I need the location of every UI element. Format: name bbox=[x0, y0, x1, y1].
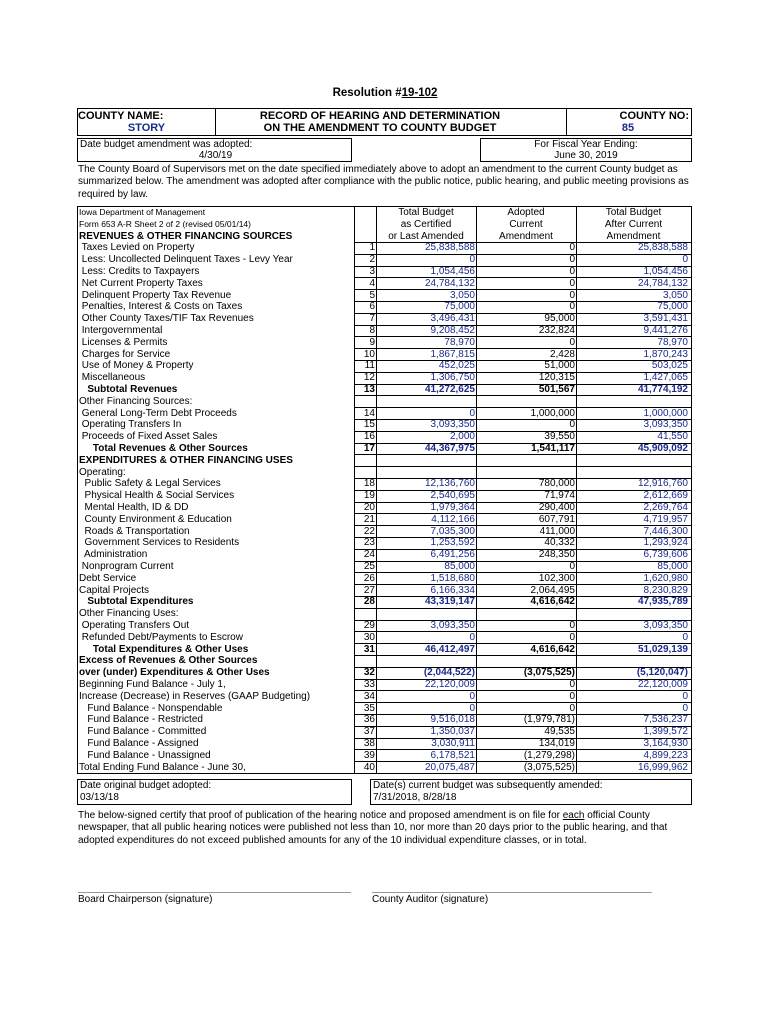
row-adopted-amendment: (3,075,525) bbox=[523, 761, 575, 773]
row-adopted-amendment: 39,550 bbox=[544, 431, 575, 443]
table-row bbox=[78, 490, 691, 502]
row-total-budget-after: 45,909,092 bbox=[637, 443, 688, 454]
table-row bbox=[78, 242, 691, 254]
row-line-number: 9 bbox=[369, 336, 375, 348]
row-label: Penalties, Interest & Costs on Taxes bbox=[79, 301, 243, 313]
county-name-value: STORY bbox=[127, 122, 166, 134]
row-label: Mental Health, ID & DD bbox=[79, 502, 189, 513]
certification-paragraph bbox=[78, 810, 693, 847]
row-total-budget-certified: 6,178,521 bbox=[430, 749, 475, 761]
row-label: Operating: bbox=[79, 466, 126, 478]
row-total-budget-after: 1,000,000 bbox=[643, 407, 688, 419]
row-label: Total Revenues & Other Sources bbox=[79, 443, 248, 454]
row-line-number: 37 bbox=[363, 726, 375, 738]
row-adopted-amendment: 71,974 bbox=[544, 490, 575, 502]
row-adopted-amendment: 0 bbox=[569, 289, 575, 301]
row-total-budget-certified: 3,030,911 bbox=[431, 738, 475, 749]
row-total-budget-after: 503,025 bbox=[651, 360, 688, 372]
table-row bbox=[78, 290, 691, 302]
row-total-budget-after: 2,612,669 bbox=[643, 490, 688, 502]
row-line-number: 14 bbox=[363, 407, 375, 419]
row-label: Beginning Fund Balance - July 1, bbox=[79, 679, 226, 690]
row-line-number: 20 bbox=[363, 502, 375, 513]
table-row bbox=[78, 762, 691, 774]
row-label: County Environment & Education bbox=[79, 513, 232, 525]
row-total-budget-certified: 6,166,334 bbox=[430, 584, 475, 596]
row-label: Operating Transfers Out bbox=[79, 620, 190, 631]
row-adopted-amendment: 0 bbox=[569, 690, 575, 702]
row-label: Fund Balance - Restricted bbox=[79, 714, 203, 726]
table-row bbox=[78, 549, 691, 561]
row-label: Excess of Revenues & Other Sources bbox=[79, 655, 258, 667]
row-total-budget-certified: 25,838,588 bbox=[424, 242, 475, 254]
row-total-budget-certified: 3,093,350 bbox=[430, 419, 475, 431]
row-total-budget-after: 7,536,237 bbox=[643, 714, 688, 726]
row-label: Fund Balance - Unassigned bbox=[79, 749, 211, 761]
table-row bbox=[78, 349, 691, 361]
col-header-certified-line: as Certified bbox=[400, 218, 452, 230]
table-row bbox=[78, 596, 691, 608]
row-adopted-amendment: 0 bbox=[569, 702, 575, 714]
row-line-number: 6 bbox=[369, 301, 375, 313]
certification-text: The below-signed certify that proof of publication of the hearing notice and proposed amendment is on file for bbox=[78, 810, 563, 821]
row-total-budget-after: 1,054,456 bbox=[643, 266, 688, 277]
chair-signature-line[interactable] bbox=[78, 892, 351, 893]
row-total-budget-certified: 0 bbox=[469, 690, 475, 702]
table-row bbox=[78, 408, 691, 420]
table-row bbox=[78, 703, 691, 715]
fiscal-year-value: June 30, 2019 bbox=[554, 150, 618, 161]
table-row bbox=[78, 396, 691, 408]
row-adopted-amendment: 0 bbox=[569, 419, 575, 431]
county-no-label: COUNTY NO: bbox=[619, 110, 689, 122]
row-adopted-amendment: 4,616,642 bbox=[530, 596, 575, 608]
row-label: Roads & Transportation bbox=[79, 525, 190, 537]
row-label: Proceeds of Fixed Asset Sales bbox=[79, 431, 218, 443]
table-row bbox=[78, 726, 691, 738]
row-divider bbox=[354, 773, 691, 774]
row-label: Delinquent Property Tax Revenue bbox=[79, 289, 232, 301]
form-title bbox=[215, 109, 545, 136]
row-label: Refunded Debt/Payments to Escrow bbox=[79, 631, 243, 643]
row-total-budget-certified: 46,412,497 bbox=[424, 643, 475, 655]
row-label: Other Financing Uses: bbox=[79, 608, 179, 620]
resolution-prefix: Resolution # bbox=[332, 87, 402, 99]
chair-signature-label: Board Chairperson (signature) bbox=[78, 894, 213, 905]
row-adopted-amendment: (1,979,781) bbox=[523, 714, 575, 726]
col-header-after-line: Amendment bbox=[606, 230, 661, 242]
row-label: Miscellaneous bbox=[79, 372, 146, 384]
table-row bbox=[78, 313, 691, 325]
row-line-number: 23 bbox=[363, 537, 375, 549]
row-total-budget-certified: 22,120,009 bbox=[424, 679, 475, 690]
table-row bbox=[78, 644, 691, 656]
row-total-budget-after: 24,784,132 bbox=[637, 277, 688, 289]
row-label: Intergovernmental bbox=[79, 325, 163, 336]
form-title-line-2: ON THE AMENDMENT TO COUNTY BUDGET bbox=[263, 122, 497, 134]
table-row bbox=[78, 266, 691, 278]
original-budget-date-value: 03/13/18 bbox=[80, 792, 119, 803]
row-adopted-amendment: 0 bbox=[569, 336, 575, 348]
table-row bbox=[78, 514, 691, 526]
row-line-number: 21 bbox=[363, 513, 375, 525]
row-line-number: 30 bbox=[363, 631, 375, 643]
table-row bbox=[78, 691, 691, 703]
row-line-number: 36 bbox=[363, 714, 375, 726]
row-label: Other Financing Sources: bbox=[79, 395, 193, 407]
row-adopted-amendment: 2,428 bbox=[549, 348, 575, 360]
row-total-budget-after: 0 bbox=[682, 702, 688, 714]
row-label: General Long-Term Debt Proceeds bbox=[79, 407, 237, 419]
table-row bbox=[78, 585, 691, 597]
table-row bbox=[78, 419, 691, 431]
row-label: Total Expenditures & Other Uses bbox=[79, 643, 249, 655]
table-row bbox=[78, 573, 691, 585]
row-label: Capital Projects bbox=[79, 584, 150, 596]
row-label: Subtotal Expenditures bbox=[79, 596, 194, 608]
row-adopted-amendment: 2,064,495 bbox=[530, 584, 575, 596]
row-line-number: 29 bbox=[363, 620, 375, 631]
row-label: REVENUES & OTHER FINANCING SOURCES bbox=[79, 230, 293, 242]
row-total-budget-after: 12,916,760 bbox=[637, 478, 688, 490]
county-name-label: COUNTY NAME: bbox=[78, 110, 164, 122]
table-row bbox=[78, 443, 691, 455]
row-line-number: 33 bbox=[363, 679, 375, 690]
intro-paragraph: The County Board of Supervisors met on the date specified immediately above to adopt an amendment to the current County budget as summarized below. The amendment was adopted after compliance with the public notice, public hearing, and public meeting provisions as required by law. bbox=[78, 164, 689, 200]
certification-text: official County newspaper, that all public hearing notices were published not less than 10, nor more than 20 days prior to the public hearing, and that adopted expenditures do not exceed published amounts for any of the 10 individual expenditure classes, or in total. bbox=[78, 810, 668, 846]
row-label: Use of Money & Property bbox=[79, 360, 194, 372]
row-adopted-amendment: 290,400 bbox=[538, 502, 575, 513]
amended-dates-label: Date(s) current budget was subsequently amended: bbox=[373, 780, 603, 791]
row-adopted-amendment: 95,000 bbox=[544, 313, 575, 325]
resolution-heading bbox=[0, 87, 770, 99]
col-header-after-line: Total Budget bbox=[605, 207, 662, 218]
table-row bbox=[78, 750, 691, 762]
row-total-budget-certified: 6,491,256 bbox=[430, 549, 475, 561]
row-adopted-amendment: 0 bbox=[569, 631, 575, 643]
row-total-budget-certified: 24,784,132 bbox=[424, 277, 475, 289]
row-total-budget-after: 1,293,924 bbox=[643, 537, 688, 549]
row-total-budget-certified: 1,350,037 bbox=[430, 726, 475, 738]
row-total-budget-after: 2,269,764 bbox=[643, 502, 688, 513]
row-total-budget-certified: 7,035,300 bbox=[430, 525, 475, 537]
row-line-number: 1 bbox=[369, 242, 375, 254]
row-adopted-amendment: (1,279,298) bbox=[523, 749, 575, 761]
row-total-budget-after: 1,870,243 bbox=[643, 348, 688, 360]
row-total-budget-after: 0 bbox=[682, 631, 688, 643]
table-row bbox=[78, 254, 691, 266]
row-total-budget-after: 3,093,350 bbox=[643, 419, 688, 431]
row-line-number: 25 bbox=[363, 561, 375, 572]
fiscal-year-box bbox=[480, 138, 692, 162]
form-number-header: Form 653 A-R Sheet 2 of 2 (revised 05/01/14) bbox=[79, 218, 251, 229]
row-adopted-amendment: 120,315 bbox=[538, 372, 575, 384]
col-header-amendment-line: Amendment bbox=[499, 230, 553, 242]
row-total-budget-certified: 2,000 bbox=[449, 431, 475, 443]
row-line-number: 17 bbox=[363, 443, 375, 454]
table-row bbox=[78, 360, 691, 372]
row-total-budget-after: 22,120,009 bbox=[637, 679, 688, 690]
original-budget-date-label: Date original budget adopted: bbox=[80, 780, 212, 791]
row-total-budget-after: 41,550 bbox=[657, 431, 688, 443]
table-row bbox=[78, 632, 691, 644]
row-adopted-amendment: (3,075,525) bbox=[523, 667, 575, 679]
row-total-budget-certified: 3,093,350 bbox=[430, 620, 475, 631]
row-line-number: 40 bbox=[363, 761, 375, 773]
row-line-number: 31 bbox=[363, 643, 375, 655]
row-adopted-amendment: 102,300 bbox=[538, 572, 575, 584]
auditor-signature-line[interactable] bbox=[372, 892, 652, 893]
table-row bbox=[78, 537, 691, 549]
row-label: Operating Transfers In bbox=[79, 419, 182, 431]
row-label: Less: Credits to Taxpayers bbox=[79, 266, 200, 277]
table-row bbox=[78, 502, 691, 514]
adopted-date-value: 4/30/19 bbox=[198, 150, 233, 161]
row-total-budget-after: 75,000 bbox=[657, 301, 688, 313]
row-total-budget-certified: 3,050 bbox=[449, 289, 475, 301]
row-line-number: 7 bbox=[369, 313, 375, 325]
row-adopted-amendment: 0 bbox=[569, 679, 575, 690]
table-row bbox=[78, 455, 691, 467]
col-header-certified-line: or Last Amended bbox=[388, 230, 464, 242]
certification-each: each bbox=[562, 810, 585, 821]
row-total-budget-after: 1,620,980 bbox=[643, 572, 688, 584]
row-line-number: 5 bbox=[369, 289, 375, 301]
row-line-number: 32 bbox=[363, 667, 375, 679]
row-total-budget-after: 1,427,065 bbox=[643, 372, 688, 384]
amended-dates-box bbox=[370, 779, 692, 805]
row-label: Debt Service bbox=[79, 572, 137, 584]
resolution-number: 19-102 bbox=[401, 87, 438, 99]
col-header-certified-line: Total Budget bbox=[398, 207, 454, 218]
row-total-budget-after: 4,719,957 bbox=[643, 513, 688, 525]
col-header-amendment-line: Adopted bbox=[507, 207, 545, 218]
county-no-cell bbox=[566, 109, 691, 135]
row-adopted-amendment: 4,616,642 bbox=[530, 643, 575, 655]
row-total-budget-after: 3,164,930 bbox=[643, 738, 688, 749]
row-total-budget-certified: 85,000 bbox=[444, 561, 475, 572]
row-total-budget-after: 4,899,223 bbox=[643, 749, 688, 761]
row-adopted-amendment: 501,567 bbox=[538, 384, 575, 395]
row-label: Government Services to Residents bbox=[79, 537, 240, 549]
row-total-budget-after: 25,838,588 bbox=[637, 242, 688, 254]
row-total-budget-certified: 1,867,815 bbox=[430, 348, 475, 360]
row-total-budget-after: 3,050 bbox=[662, 289, 688, 301]
row-adopted-amendment: 1,541,117 bbox=[531, 443, 575, 454]
row-total-budget-after: 8,230,829 bbox=[643, 584, 688, 596]
row-line-number: 4 bbox=[369, 277, 375, 289]
col-header-after-line: After Current bbox=[604, 218, 663, 230]
row-label: Total Ending Fund Balance - June 30, bbox=[79, 761, 246, 773]
row-total-budget-certified: 20,075,487 bbox=[424, 761, 475, 773]
row-adopted-amendment: 40,332 bbox=[544, 537, 575, 549]
row-total-budget-certified: 1,253,592 bbox=[430, 537, 475, 549]
row-total-budget-certified: 1,979,364 bbox=[430, 502, 475, 513]
row-total-budget-certified: 9,208,452 bbox=[430, 325, 475, 336]
row-line-number: 35 bbox=[363, 702, 375, 714]
row-adopted-amendment: 232,824 bbox=[538, 325, 575, 336]
row-adopted-amendment: 0 bbox=[569, 561, 575, 572]
amended-dates-value: 7/31/2018, 8/28/18 bbox=[373, 792, 457, 803]
row-total-budget-certified: 75,000 bbox=[444, 301, 475, 313]
row-total-budget-after: 3,591,431 bbox=[643, 313, 688, 325]
row-line-number: 8 bbox=[369, 325, 375, 336]
row-total-budget-certified: 0 bbox=[469, 702, 475, 714]
row-label: Subtotal Revenues bbox=[79, 384, 178, 395]
row-line-number: 13 bbox=[363, 384, 375, 395]
row-total-budget-certified: 12,136,760 bbox=[424, 478, 475, 490]
table-row bbox=[78, 714, 691, 726]
table-row bbox=[78, 738, 691, 750]
row-total-budget-certified: 78,970 bbox=[444, 336, 475, 348]
col-header-amendment-line: Current bbox=[509, 218, 543, 230]
row-total-budget-after: 85,000 bbox=[657, 561, 688, 572]
row-total-budget-after: 9,441,276 bbox=[643, 325, 688, 336]
county-no-value: 85 bbox=[621, 122, 635, 134]
row-total-budget-certified: 43,319,147 bbox=[424, 596, 475, 608]
table-row bbox=[78, 231, 691, 243]
row-total-budget-certified: 44,367,975 bbox=[424, 443, 475, 454]
row-total-budget-certified: 452,025 bbox=[438, 360, 475, 372]
row-line-number: 16 bbox=[363, 431, 375, 443]
row-total-budget-after: 16,999,962 bbox=[637, 761, 688, 773]
table-row bbox=[78, 372, 691, 384]
row-adopted-amendment: 0 bbox=[569, 266, 575, 277]
row-total-budget-after: (5,120,047) bbox=[636, 667, 688, 679]
row-adopted-amendment: 0 bbox=[569, 277, 575, 289]
row-line-number: 2 bbox=[369, 254, 375, 266]
row-adopted-amendment: 0 bbox=[569, 242, 575, 254]
table-row bbox=[78, 301, 691, 313]
fiscal-year-label: For Fiscal Year Ending: bbox=[534, 139, 638, 150]
row-line-number: 26 bbox=[363, 572, 375, 584]
row-label: Charges for Service bbox=[79, 348, 171, 360]
row-line-number: 24 bbox=[363, 549, 375, 561]
row-adopted-amendment: 0 bbox=[569, 620, 575, 631]
row-label: Nonprogram Current bbox=[79, 561, 174, 572]
table-row bbox=[78, 478, 691, 490]
table-row bbox=[78, 467, 691, 479]
form-header bbox=[77, 108, 692, 136]
table-row bbox=[78, 337, 691, 349]
row-line-number: 28 bbox=[363, 596, 375, 608]
row-line-number: 11 bbox=[364, 360, 375, 372]
row-adopted-amendment: 411,000 bbox=[539, 525, 575, 537]
row-line-number: 18 bbox=[363, 478, 375, 490]
row-adopted-amendment: 134,019 bbox=[538, 738, 575, 749]
row-total-budget-certified: 0 bbox=[469, 407, 475, 419]
row-label: Licenses & Permits bbox=[79, 336, 168, 348]
budget-table bbox=[77, 206, 692, 774]
row-adopted-amendment: 248,350 bbox=[538, 549, 575, 561]
row-label: Fund Balance - Nonspendable bbox=[79, 702, 223, 714]
row-line-number: 27 bbox=[363, 584, 375, 596]
row-line-number: 12 bbox=[363, 372, 375, 384]
row-total-budget-certified: 2,540,695 bbox=[430, 490, 475, 502]
auditor-signature-label: County Auditor (signature) bbox=[372, 894, 489, 905]
row-line-number: 38 bbox=[363, 738, 375, 749]
row-adopted-amendment: 780,000 bbox=[538, 478, 575, 490]
table-row bbox=[78, 655, 691, 667]
row-total-budget-after: 41,774,192 bbox=[637, 384, 688, 395]
row-label: EXPENDITURES & OTHER FINANCING USES bbox=[79, 454, 293, 466]
row-total-budget-certified: 0 bbox=[469, 254, 475, 266]
row-total-budget-after: 0 bbox=[682, 690, 688, 702]
row-total-budget-after: 6,739,606 bbox=[643, 549, 688, 561]
table-row bbox=[78, 384, 691, 396]
row-label: Public Safety & Legal Services bbox=[79, 478, 221, 490]
row-adopted-amendment: 51,000 bbox=[544, 360, 575, 372]
row-total-budget-after: 51,029,139 bbox=[637, 643, 688, 655]
row-total-budget-certified: 41,272,625 bbox=[424, 384, 475, 395]
table-row bbox=[78, 620, 691, 632]
adopted-date-label: Date budget amendment was adopted: bbox=[80, 139, 253, 150]
row-line-number: 34 bbox=[363, 690, 375, 702]
row-label: Administration bbox=[79, 549, 148, 561]
row-adopted-amendment: 607,791 bbox=[538, 513, 575, 525]
row-total-budget-certified: 1,054,456 bbox=[430, 266, 475, 277]
row-total-budget-certified: 0 bbox=[469, 631, 475, 643]
row-label: Fund Balance - Assigned bbox=[79, 738, 199, 749]
row-total-budget-after: 3,093,350 bbox=[643, 620, 688, 631]
row-total-budget-after: 47,935,789 bbox=[637, 596, 688, 608]
row-total-budget-after: 78,970 bbox=[657, 336, 688, 348]
row-label: Net Current Property Taxes bbox=[79, 277, 203, 289]
table-row bbox=[78, 431, 691, 443]
row-label: Less: Uncollected Delinquent Taxes - Levy Year bbox=[79, 254, 293, 266]
row-line-number: 19 bbox=[363, 490, 375, 502]
row-label: Fund Balance - Committed bbox=[79, 726, 207, 738]
row-line-number: 22 bbox=[363, 525, 375, 537]
table-row bbox=[78, 608, 691, 620]
dept-header: Iowa Department of Management bbox=[79, 207, 206, 217]
row-total-budget-after: 0 bbox=[682, 254, 688, 266]
row-adopted-amendment: 49,535 bbox=[544, 726, 575, 738]
row-label: over (under) Expenditures & Other Uses bbox=[79, 667, 270, 679]
row-label: Taxes Levied on Property bbox=[79, 242, 195, 254]
row-total-budget-certified: (2,044,522) bbox=[423, 667, 475, 679]
row-total-budget-after: 7,446,300 bbox=[643, 525, 688, 537]
original-budget-date-box bbox=[77, 779, 352, 805]
row-line-number: 10 bbox=[363, 348, 375, 360]
row-total-budget-certified: 1,306,750 bbox=[430, 372, 475, 384]
row-total-budget-certified: 1,518,680 bbox=[430, 572, 475, 584]
row-total-budget-certified: 4,112,166 bbox=[431, 513, 475, 525]
table-row bbox=[78, 679, 691, 691]
row-adopted-amendment: 0 bbox=[569, 301, 575, 313]
row-label: Increase (Decrease) in Reserves (GAAP Budgeting) bbox=[79, 690, 311, 702]
row-total-budget-after: 1,399,572 bbox=[643, 726, 688, 738]
row-line-number: 15 bbox=[363, 419, 375, 431]
county-name-cell bbox=[78, 109, 216, 136]
row-total-budget-certified: 9,516,018 bbox=[430, 714, 475, 726]
row-adopted-amendment: 0 bbox=[569, 254, 575, 266]
adopted-date-box bbox=[77, 138, 352, 162]
row-adopted-amendment: 1,000,000 bbox=[530, 407, 575, 419]
row-total-budget-certified: 3,496,431 bbox=[430, 313, 475, 325]
table-row bbox=[78, 561, 691, 573]
table-row bbox=[78, 278, 691, 290]
row-label: Physical Health & Social Services bbox=[79, 490, 235, 502]
row-line-number: 3 bbox=[369, 266, 375, 277]
table-row bbox=[78, 526, 691, 538]
form-title-line-1: RECORD OF HEARING AND DETERMINATION bbox=[259, 110, 501, 122]
table-row bbox=[78, 667, 691, 679]
table-row bbox=[78, 325, 691, 337]
row-line-number: 39 bbox=[363, 749, 375, 761]
row-label: Other County Taxes/TIF Tax Revenues bbox=[79, 313, 254, 325]
